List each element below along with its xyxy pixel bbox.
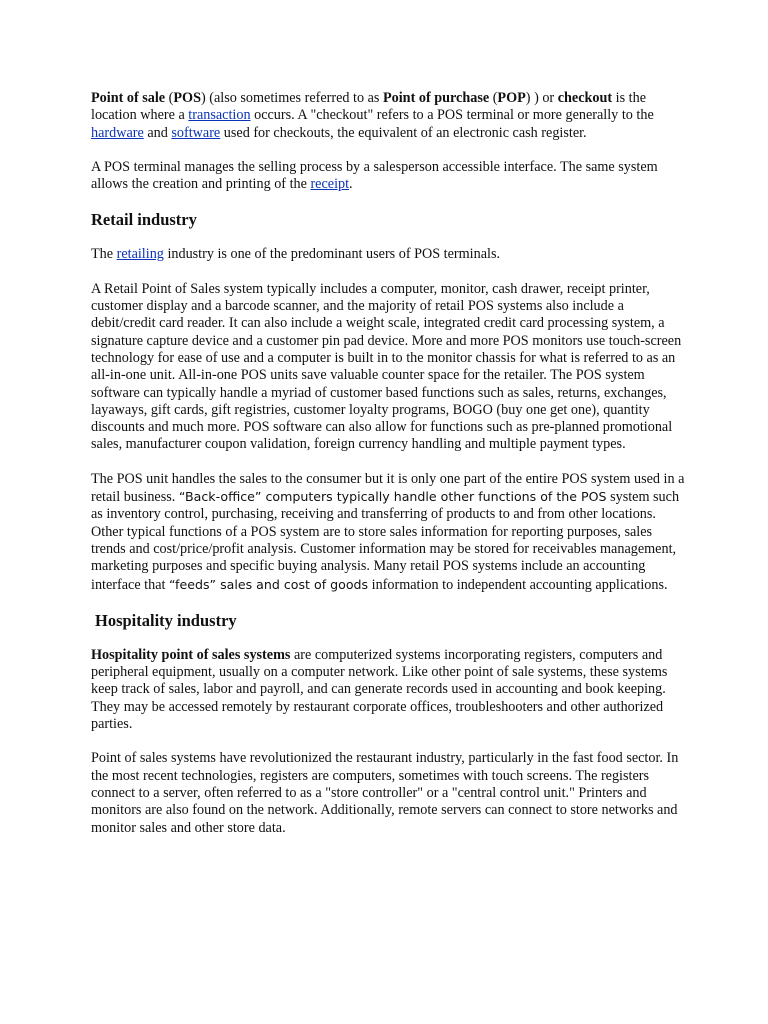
link-transaction[interactable]: transaction <box>188 107 251 124</box>
retail-paragraph-1: The retailing industry is one of the predominant users of POS terminals. <box>91 246 501 263</box>
term-hospitality-pos: Hospitality point of sales systems <box>91 646 291 663</box>
retail-paragraph-2: A Retail Point of Sales system typically includes a computer, monitor, cash drawer, receipt printer, customer display and a barcode scanner, and the majority of retail POS systems also include a debit/credit card reader. It can also include a weight scale, integrated credit card processing system, a signature capture device and a customer pin pad device. More and more POS monitors use touch-screen technology for ease of use and a computer is built in to the monitor chassis for what is referred to as an all-in-one unit. All-in-one POS units save valuable counter space for the retailer. The POS system software can typically handle a myriad of customer based functions such as sales, returns, exchanges, layaways, gift cards, gift registries, customer loyalty programs, BOGO (buy one get one), quantity discounts and much more. POS software can also allow for functions such as pre-planned promotional sales, manufacturer coupon validation, foreign currency handling and multiple payment types. <box>91 280 682 453</box>
term-pop: POP <box>497 90 526 106</box>
term-point-of-sale: Point of sale <box>91 90 166 106</box>
term-pos: POS <box>173 90 201 106</box>
hospitality-paragraph-2: Point of sales systems have revolutionized the restaurant industry, particularly in the fast food sector. In the most recent technologies, registers are computers, sometimes with touch screens. The registers connect to a server, often referred to as a "store controller" or a "central control unit." Printers and monitors are also found on the network. Additionally, remote servers can connect to store networks and monitor sales and other store data. <box>91 750 679 836</box>
link-software[interactable]: software <box>171 124 221 141</box>
intro-paragraph-1: Point of sale (POS) (also sometimes referred to as Point of purchase (POP) ) or checkout is the location where a transaction occurs. A "checkout" refers to a POS terminal or more generally to the hardware and software used for checkouts, the equivalent of an electronic cash register. <box>91 90 654 141</box>
intro-paragraph-2: A POS terminal manages the selling process by a salesperson accessible interface. The same system allows the creation and printing of the receipt. <box>91 158 658 193</box>
retail-paragraph-3: The POS unit handles the sales to the consumer but it is only one part of the entire POS system used in a retail business. “Back-office” computers typically handle other functions of the POS system such as inventory control, purchasing, receiving and transferring of products to and from other locations. Other typical functions of a POS system are to store sales information for reporting purposes, sales trends and cost/price/profit analysis. Customer information may be stored for receivables management, marketing purposes and specific buying analysis. Many retail POS systems include an accounting interface that “feeds” sales and cost of goods information to independent accounting applications. <box>91 470 685 593</box>
term-checkout: checkout <box>557 90 613 106</box>
term-point-of-purchase: Point of purchase <box>382 90 490 106</box>
link-hardware[interactable]: hardware <box>91 124 144 141</box>
link-retailing[interactable]: retailing <box>116 246 164 263</box>
hospitality-paragraph-1: Hospitality point of sales systems are computerized systems incorporating registers, computers and peripheral equipment, usually on a computer network. Like other point of sale systems, these systems keep track of sales, labor and payroll, and can generate records used in accounting and book keeping. They may be accessed remotely by restaurant corporate offices, troubleshooters and other authorized parties. <box>91 646 668 733</box>
heading-retail-industry: Retail industry <box>91 210 197 230</box>
link-receipt[interactable]: receipt <box>310 176 350 193</box>
heading-hospitality-industry: Hospitality industry <box>95 610 237 630</box>
